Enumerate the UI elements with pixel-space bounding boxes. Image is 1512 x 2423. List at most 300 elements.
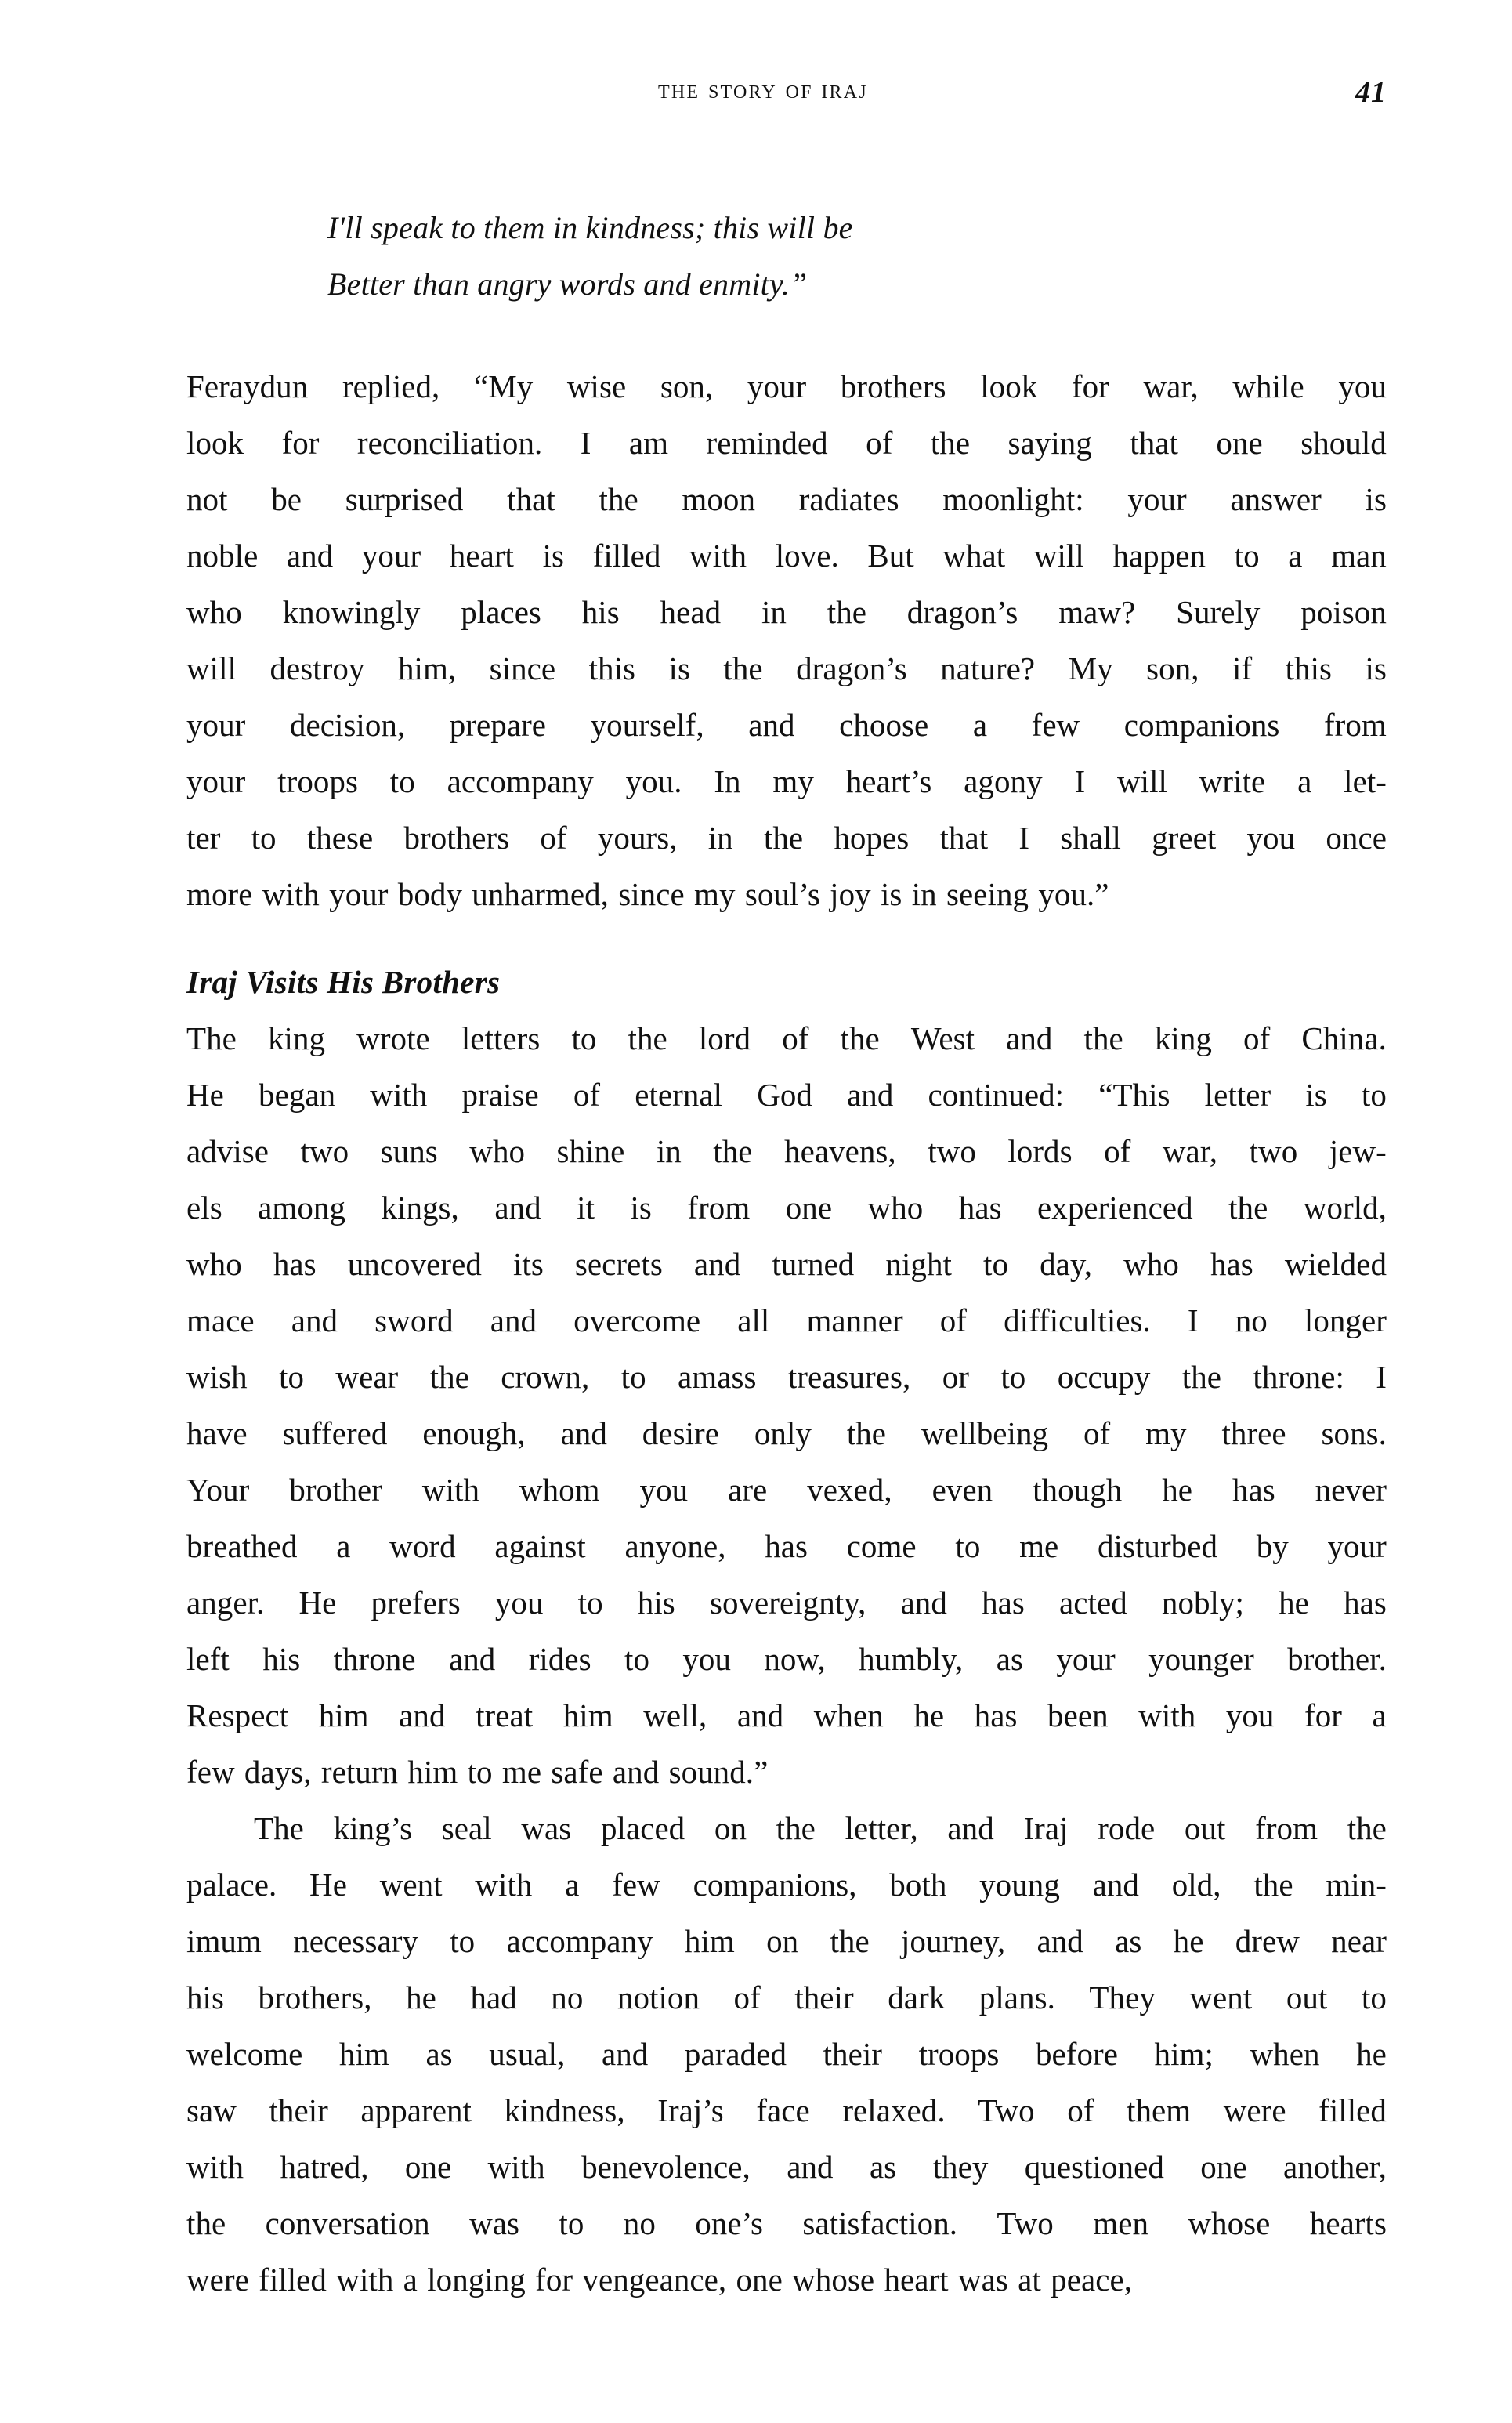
word: this — [588, 650, 636, 686]
word: the — [930, 425, 971, 461]
word: my — [694, 876, 736, 912]
word: your — [1327, 1528, 1387, 1564]
word: rode — [1098, 1810, 1156, 1846]
word: younger — [1148, 1641, 1254, 1677]
word: drew — [1235, 1923, 1300, 1959]
word: with — [336, 2262, 394, 2298]
word: two — [1249, 1133, 1298, 1169]
paragraph-kings-letter — [186, 1010, 1387, 1800]
text-line — [186, 1518, 1387, 1574]
word: disturbed — [1097, 1528, 1217, 1564]
word: breathed — [186, 1528, 298, 1564]
word: dragon’s — [796, 650, 907, 686]
word: brother. — [1287, 1641, 1387, 1677]
text-line — [186, 697, 1387, 753]
word: and — [1036, 1923, 1083, 1959]
text-line — [186, 1405, 1387, 1461]
word: your — [186, 707, 246, 743]
word: The — [186, 1020, 237, 1056]
word: throne — [333, 1641, 416, 1677]
word: this — [1285, 650, 1333, 686]
word: welcome — [186, 2036, 303, 2072]
word: you — [1225, 1697, 1275, 1733]
word: to — [559, 2205, 584, 2241]
text-line — [186, 1969, 1387, 2026]
word: satisfaction. — [802, 2205, 958, 2241]
word: brothers, — [258, 1979, 372, 2016]
word: to — [1361, 1077, 1387, 1113]
word: suns — [380, 1133, 438, 1169]
word: shall — [1060, 820, 1121, 856]
word: day, — [1040, 1246, 1093, 1282]
word: and — [494, 1190, 541, 1226]
word: Iraj — [1023, 1810, 1069, 1846]
word: their — [823, 2036, 882, 2072]
word: letters — [461, 1020, 541, 1056]
word: choose — [839, 707, 929, 743]
word: be — [271, 481, 302, 517]
word: the — [846, 1415, 887, 1451]
word: me — [501, 1754, 542, 1790]
text-block — [186, 200, 1387, 2308]
word: agony — [964, 763, 1043, 799]
word: no — [1235, 1302, 1268, 1338]
word: conversation — [265, 2205, 430, 2241]
word: my — [772, 763, 814, 799]
word: I — [1018, 820, 1030, 856]
word: He — [309, 1867, 347, 1903]
text-line — [186, 2251, 1387, 2308]
word: of — [782, 1020, 809, 1056]
word: difficulties. — [1004, 1302, 1151, 1338]
word: in — [911, 876, 937, 912]
word: Respect — [186, 1697, 289, 1733]
word: the — [1083, 1020, 1123, 1056]
word: who — [186, 594, 242, 630]
word: from — [687, 1190, 751, 1226]
word: of — [1104, 1133, 1131, 1169]
word: and — [399, 1697, 446, 1733]
word: who — [469, 1133, 526, 1169]
word: wellbeing — [921, 1415, 1049, 1451]
word: occupy — [1057, 1359, 1151, 1395]
word: radiates — [798, 481, 899, 517]
text-line — [186, 866, 1387, 922]
word: answer — [1230, 481, 1322, 517]
word: to — [624, 1641, 649, 1677]
word: the — [827, 594, 866, 630]
word: saw — [186, 2092, 237, 2128]
word: not — [186, 481, 228, 517]
word: began — [259, 1077, 336, 1113]
word: have — [186, 1415, 248, 1451]
word: longing — [427, 2262, 526, 2298]
word: his — [262, 1641, 301, 1677]
word: Iraj’s — [657, 2092, 724, 2128]
word: in — [707, 820, 733, 856]
word: and — [612, 1754, 660, 1790]
word: its — [512, 1246, 544, 1282]
word: head — [660, 594, 722, 630]
word: happen — [1112, 538, 1206, 574]
text-line — [186, 2195, 1387, 2251]
word: on — [766, 1923, 799, 1959]
word: among — [258, 1190, 345, 1226]
word: replied, — [342, 368, 440, 404]
word: min- — [1326, 1867, 1387, 1903]
word: destroy — [269, 650, 365, 686]
word: palace. — [186, 1867, 277, 1903]
word: and — [787, 2149, 834, 2185]
word: seal — [441, 1810, 492, 1846]
word: a — [1372, 1697, 1387, 1733]
word: in — [656, 1133, 682, 1169]
word: for — [281, 425, 320, 461]
word: ter — [186, 820, 221, 856]
word: as — [869, 2149, 897, 2185]
word: with — [370, 1077, 428, 1113]
word: he — [406, 1979, 436, 2016]
word: as — [425, 2036, 453, 2072]
word: against — [494, 1528, 586, 1564]
word: with — [689, 538, 747, 574]
word: brothers — [403, 820, 510, 856]
word: few — [186, 1754, 235, 1790]
word: the — [723, 650, 763, 686]
word: days, — [244, 1754, 312, 1790]
word: word — [389, 1528, 456, 1564]
word: him — [407, 1754, 458, 1790]
word: him — [562, 1697, 613, 1733]
word: been — [1047, 1697, 1109, 1733]
word: hatred, — [280, 2149, 369, 2185]
word: them — [1127, 2092, 1192, 2128]
word: man — [1331, 538, 1387, 574]
word: only — [754, 1415, 812, 1451]
word: all — [737, 1302, 770, 1338]
word: “My — [473, 368, 534, 404]
word: is — [1365, 650, 1387, 686]
word: you. — [625, 763, 682, 799]
word: treasures, — [787, 1359, 911, 1395]
word: him — [318, 1697, 369, 1733]
word: him, — [397, 650, 457, 686]
word: He — [298, 1585, 337, 1621]
verse-line: Better than angry words and enmity.” — [327, 266, 808, 302]
word: one’s — [695, 2205, 764, 2241]
word: brothers — [840, 368, 946, 404]
word: and — [601, 2036, 649, 2072]
word: He — [186, 1077, 224, 1113]
text-line — [186, 1123, 1387, 1179]
word: look — [186, 425, 244, 461]
word: Two — [997, 2205, 1054, 2241]
word: he — [1356, 2036, 1387, 2072]
word: who — [867, 1190, 924, 1226]
word: I — [1187, 1302, 1199, 1338]
word: love. — [775, 538, 839, 574]
word: els — [186, 1190, 222, 1226]
word: Two — [978, 2092, 1035, 2128]
word: for — [1071, 368, 1109, 404]
word: a — [336, 1528, 351, 1564]
word: that — [939, 820, 989, 856]
word: uncovered — [347, 1246, 482, 1282]
word: return — [320, 1754, 399, 1790]
word: am — [628, 425, 669, 461]
word: few — [1031, 707, 1080, 743]
word: had — [470, 1979, 517, 2016]
word: kings, — [381, 1190, 459, 1226]
word: desire — [642, 1415, 719, 1451]
word: two — [300, 1133, 349, 1169]
word: what — [942, 538, 1006, 574]
text-line — [186, 640, 1387, 697]
text-line — [186, 358, 1387, 415]
word: if — [1232, 650, 1253, 686]
text-line — [186, 1856, 1387, 1913]
word: has — [982, 1585, 1025, 1621]
text-line — [186, 2026, 1387, 2082]
word: me — [1019, 1528, 1059, 1564]
word: of — [866, 425, 893, 461]
word: son, — [1146, 650, 1199, 686]
word: one — [785, 1190, 833, 1226]
text-line — [186, 1574, 1387, 1631]
word: is — [1365, 481, 1387, 517]
word: should — [1300, 425, 1387, 461]
word: the — [599, 481, 638, 517]
word: of — [733, 1979, 761, 2016]
word: he — [1279, 1585, 1309, 1621]
text-line — [186, 1687, 1387, 1744]
word: king — [1154, 1020, 1212, 1056]
word: I — [580, 425, 591, 461]
word: suffered — [282, 1415, 388, 1451]
word: son, — [660, 368, 714, 404]
word: and — [286, 538, 334, 574]
word: the — [1181, 1359, 1222, 1395]
word: continued: — [928, 1077, 1065, 1113]
word: to — [1000, 1359, 1026, 1395]
word: your — [1127, 481, 1187, 517]
word: though — [1033, 1472, 1123, 1508]
word: imum — [186, 1923, 262, 1959]
word: experienced — [1037, 1190, 1193, 1226]
word: to — [577, 1585, 603, 1621]
text-line — [186, 1913, 1387, 1969]
word: amass — [678, 1359, 757, 1395]
word: lords — [1007, 1133, 1073, 1169]
word: to — [389, 763, 415, 799]
word: enough, — [422, 1415, 526, 1451]
word: his — [186, 1979, 224, 2016]
word: is — [880, 876, 902, 912]
word: wise — [566, 368, 627, 404]
word: he — [1173, 1923, 1204, 1959]
word: “This — [1098, 1077, 1170, 1113]
word: Feraydun — [186, 368, 309, 404]
text-line — [186, 1349, 1387, 1405]
word: a — [565, 1867, 580, 1903]
word: was — [469, 2205, 520, 2241]
word: has — [765, 1528, 808, 1564]
word: the — [186, 2205, 226, 2241]
word: and — [900, 1585, 947, 1621]
text-line — [186, 527, 1387, 584]
word: is — [630, 1190, 652, 1226]
word: The — [254, 1810, 304, 1846]
text-line — [186, 1067, 1387, 1123]
word: their — [269, 2092, 328, 2128]
word: But — [867, 538, 914, 574]
word: left — [186, 1641, 230, 1677]
word: to — [1234, 538, 1260, 574]
word: sons. — [1321, 1415, 1387, 1451]
running-head — [186, 75, 1387, 122]
word: your — [361, 538, 421, 574]
word: crown, — [501, 1359, 590, 1395]
word: poison — [1300, 594, 1387, 630]
word: Surely — [1176, 594, 1261, 630]
word: I — [1074, 763, 1086, 799]
word: near — [1331, 1923, 1387, 1959]
text-line — [186, 2082, 1387, 2139]
word: companions, — [693, 1867, 857, 1903]
word: since — [618, 876, 685, 912]
word: reconciliation. — [356, 425, 543, 461]
word: with — [421, 1472, 480, 1508]
word: the — [1347, 1810, 1387, 1846]
word: from — [1255, 1810, 1318, 1846]
word: one — [1200, 2149, 1247, 2185]
word: your — [186, 763, 246, 799]
word: and — [490, 1302, 537, 1338]
text-line — [186, 471, 1387, 527]
word: apparent — [360, 2092, 472, 2128]
word: were — [1223, 2092, 1286, 2128]
word: one — [736, 2262, 783, 2298]
word: throne: — [1253, 1359, 1344, 1395]
word: surprised — [345, 481, 464, 517]
word: hearts — [1309, 2205, 1387, 2241]
word: to — [251, 820, 277, 856]
word: from — [1323, 707, 1387, 743]
word: these — [306, 820, 374, 856]
word: China. — [1301, 1020, 1387, 1056]
word: has — [273, 1246, 317, 1282]
word: anger. — [186, 1585, 265, 1621]
word: turned — [772, 1246, 855, 1282]
word: heart — [884, 2262, 949, 2298]
word: notion — [617, 1979, 700, 2016]
word: brother — [289, 1472, 383, 1508]
word: for — [1304, 1697, 1342, 1733]
word: they — [932, 2149, 989, 2185]
word: was — [521, 1810, 572, 1846]
word: filled — [259, 2262, 327, 2298]
word: of — [1083, 1415, 1111, 1451]
word: Your — [186, 1472, 250, 1508]
word: unharmed, — [472, 876, 609, 912]
word: let- — [1344, 763, 1387, 799]
word: you — [682, 1641, 732, 1677]
word: my — [1145, 1415, 1187, 1451]
word: filled — [1318, 2092, 1387, 2128]
word: has — [1344, 1585, 1387, 1621]
word: and — [1006, 1020, 1053, 1056]
word: three — [1221, 1415, 1286, 1451]
word: you — [494, 1585, 544, 1621]
word: your — [747, 368, 807, 404]
word: questioned — [1024, 2149, 1164, 2185]
word: of — [573, 1077, 601, 1113]
word: advise — [186, 1133, 269, 1169]
word: lord — [698, 1020, 751, 1056]
word: when — [1250, 2036, 1320, 2072]
word: even — [931, 1472, 993, 1508]
word: who — [186, 1246, 242, 1282]
word: placed — [600, 1810, 685, 1846]
text-line — [186, 1800, 1387, 1856]
word: you.” — [1038, 876, 1109, 912]
word: on — [714, 1810, 747, 1846]
word: as — [1115, 1923, 1142, 1959]
word: the — [830, 1923, 870, 1959]
word: one — [404, 2149, 452, 2185]
word: a — [1288, 538, 1303, 574]
word: more — [186, 876, 253, 912]
word: write — [1199, 763, 1266, 799]
word: to — [571, 1020, 597, 1056]
text-line — [186, 1236, 1387, 1292]
word: has — [1210, 1246, 1253, 1282]
text-line — [186, 1179, 1387, 1236]
word: their — [794, 1979, 854, 2016]
word: I — [1376, 1359, 1387, 1395]
word: body — [397, 876, 462, 912]
word: the — [429, 1359, 469, 1395]
word: manner — [806, 1302, 903, 1338]
word: yours, — [597, 820, 678, 856]
word: and — [291, 1302, 338, 1338]
word: at — [1018, 2262, 1041, 2298]
running-title: the story of iraj — [658, 75, 868, 104]
word: dark — [888, 1979, 946, 2016]
text-line — [186, 415, 1387, 471]
word: and — [947, 1810, 994, 1846]
word: whose — [792, 2262, 875, 2298]
word: reminded — [706, 425, 828, 461]
word: will — [186, 650, 237, 686]
word: dragon’s — [906, 594, 1018, 630]
word: he — [913, 1697, 945, 1733]
word: the — [776, 1810, 816, 1846]
word: you — [639, 1472, 689, 1508]
word: war, — [1143, 368, 1199, 404]
word: heart’s — [845, 763, 932, 799]
word: both — [889, 1867, 947, 1903]
word: and — [736, 1697, 784, 1733]
word: he — [1162, 1472, 1192, 1508]
word: relaxed. — [842, 2092, 946, 2128]
word: were — [186, 2262, 249, 2298]
word: has — [1232, 1472, 1275, 1508]
word: it — [577, 1190, 595, 1226]
word: whose — [1188, 2205, 1271, 2241]
word: king’s — [333, 1810, 413, 1846]
word: eternal — [635, 1077, 723, 1113]
